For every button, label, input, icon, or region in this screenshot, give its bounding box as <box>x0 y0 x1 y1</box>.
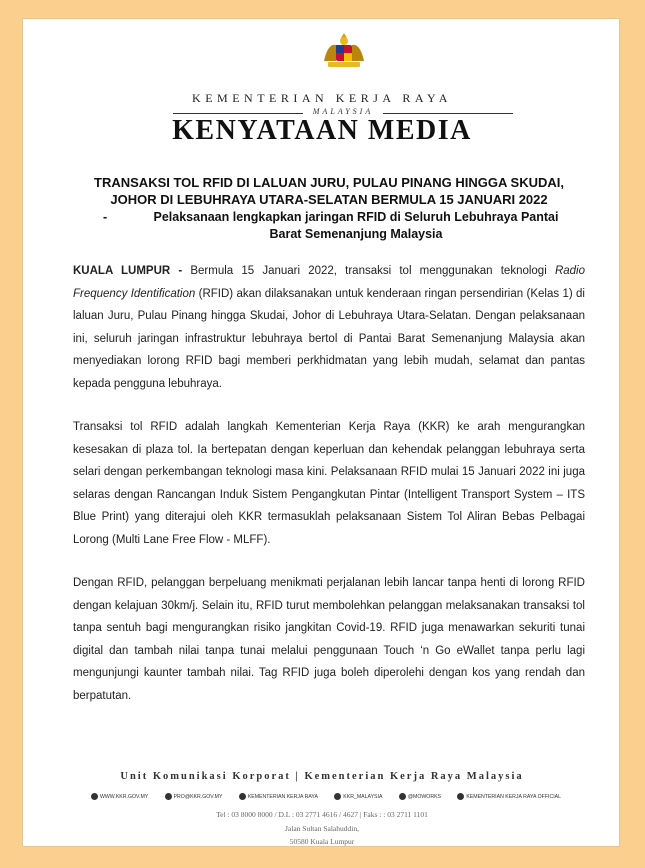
social-label: PRO@KKR.GOV.MY <box>173 793 223 800</box>
social-label: @MOWORKS <box>407 793 441 800</box>
social-links <box>91 793 561 800</box>
address-line-1: Jalan Sultan Salahuddin, <box>285 824 359 833</box>
subheadline-line-1: Pelaksanaan lengkapkan jaringan RFID di Seluruh Lebuhraya Pantai <box>153 210 559 224</box>
headline-line-1: TRANSAKSI TOL RFID DI LALUAN JURU, PULAU PINANG HINGGA SKUDAI, <box>94 175 564 190</box>
instagram-icon <box>334 793 341 800</box>
malaysia-coat-of-arms-icon <box>318 31 370 71</box>
email-icon <box>165 793 172 800</box>
paragraph-1 <box>73 260 585 396</box>
headline <box>79 174 579 208</box>
dateline: KUALA LUMPUR - <box>73 265 183 277</box>
social-label: KKR_MALAYSIA <box>343 793 383 800</box>
address-line-2: 50580 Kuala Lumpur <box>289 837 355 846</box>
subheadline-dash: - <box>103 210 108 224</box>
headline-line-2: JOHOR DI LEBUHRAYA UTARA-SELATAN BERMULA 15 JANUARI 2022 <box>110 192 548 207</box>
footer-unit: Unit Komunikasi Korporat | Kementerian Kerja Raya Malaysia <box>120 771 524 782</box>
press-release-page <box>22 18 620 847</box>
social-email[interactable] <box>165 793 223 800</box>
country-name: MALAYSIA <box>312 107 374 116</box>
social-twitter[interactable] <box>399 793 441 800</box>
facebook-icon <box>239 793 246 800</box>
twitter-icon <box>399 793 406 800</box>
paragraph-2: Transaksi tol RFID adalah langkah Kementerian Kerja Raya (KKR) ke arah mengurangkan kesesakan di plaza tol. Ia bertepatan dengan keperluan dan kehendak pelanggan lebuhraya serta selari dengan perkembangan teknologi masa kini. Pelaksanaan RFID mulai 15 Januari 2022 ini juga selaras dengan Rancangan Induk Sistem Pengangkutan Pintar (Intelligent Transport System – ITS Blue Print) yang diterajui oleh KKR termasuklah pelaksanaan Sistem Tol Aliran Bebas Pelbagai Lorong (Multi Lane Free Flow - MLFF). <box>73 421 585 546</box>
paragraph-3: Dengan RFID, pelanggan berpeluang menikmati perjalanan lebih lancar tanpa henti di lorong RFID dengan kelajuan 30km/j. Selain itu, RFID turut membolehkan pelanggan melaksanakan transaksi tol tanpa sentuh bagi mengurangkan risiko jangkitan Covid-19. RFID juga menawarkan sekuriti tunai digital dan tambah nilai tanpa tunai melalui penggunaan Touch ‘n Go eWallet tanpa perlu lagi mengunjungi kaunter tambah nilai. Tag RFID juga boleh diperolehi dengan kos yang rendah dan berpatutan. <box>73 577 585 702</box>
contact-numbers: Tel : 03 8000 8000 / D.L : 03 2771 4616 / 4627 | Faks : : 03 2711 1101 <box>216 810 428 819</box>
ministry-name: KEMENTERIAN KERJA RAYA <box>192 91 452 105</box>
youtube-icon <box>457 793 464 800</box>
social-youtube[interactable] <box>457 793 561 800</box>
paragraph-1-italic: Radio Frequency Identification <box>73 265 585 300</box>
social-label: KEMENTERIAN KERJA RAYA OFFICIAL <box>466 793 561 800</box>
social-facebook[interactable] <box>239 793 318 800</box>
divider-line-right <box>383 113 513 114</box>
web-icon <box>91 793 98 800</box>
paragraph-1-text-a: Bermula 15 Januari 2022, transaksi tol menggunakan teknologi <box>182 265 555 277</box>
document-title: KENYATAAN MEDIA <box>172 115 472 146</box>
paragraph-1-text-b: (RFID) akan dilaksanakan untuk kenderaan ringan persendirian (Kelas 1) di laluan Juru, Pulau Pinang hingga Skudai, Johor di Lebuhraya Utara-Selatan. Dengan pelaksanaan ini, seluruh jaringan infrastruktur lebuhraya bertol di Pantai Barat Semenanjung Malaysia akan menyediakan lorong RFID bagi memberi perkhidmatan yang lebih mudah, selamat dan pantas kepada pengguna lebuhraya. <box>73 287 585 390</box>
social-web[interactable] <box>91 793 148 800</box>
social-label: WWW.KKR.GOV.MY <box>100 793 149 800</box>
social-label: KEMENTERIAN KERJA RAYA <box>247 793 318 800</box>
social-instagram[interactable] <box>334 793 382 800</box>
subheadline-line-2: Barat Semenanjung Malaysia <box>269 227 443 241</box>
subheadline <box>103 209 583 243</box>
